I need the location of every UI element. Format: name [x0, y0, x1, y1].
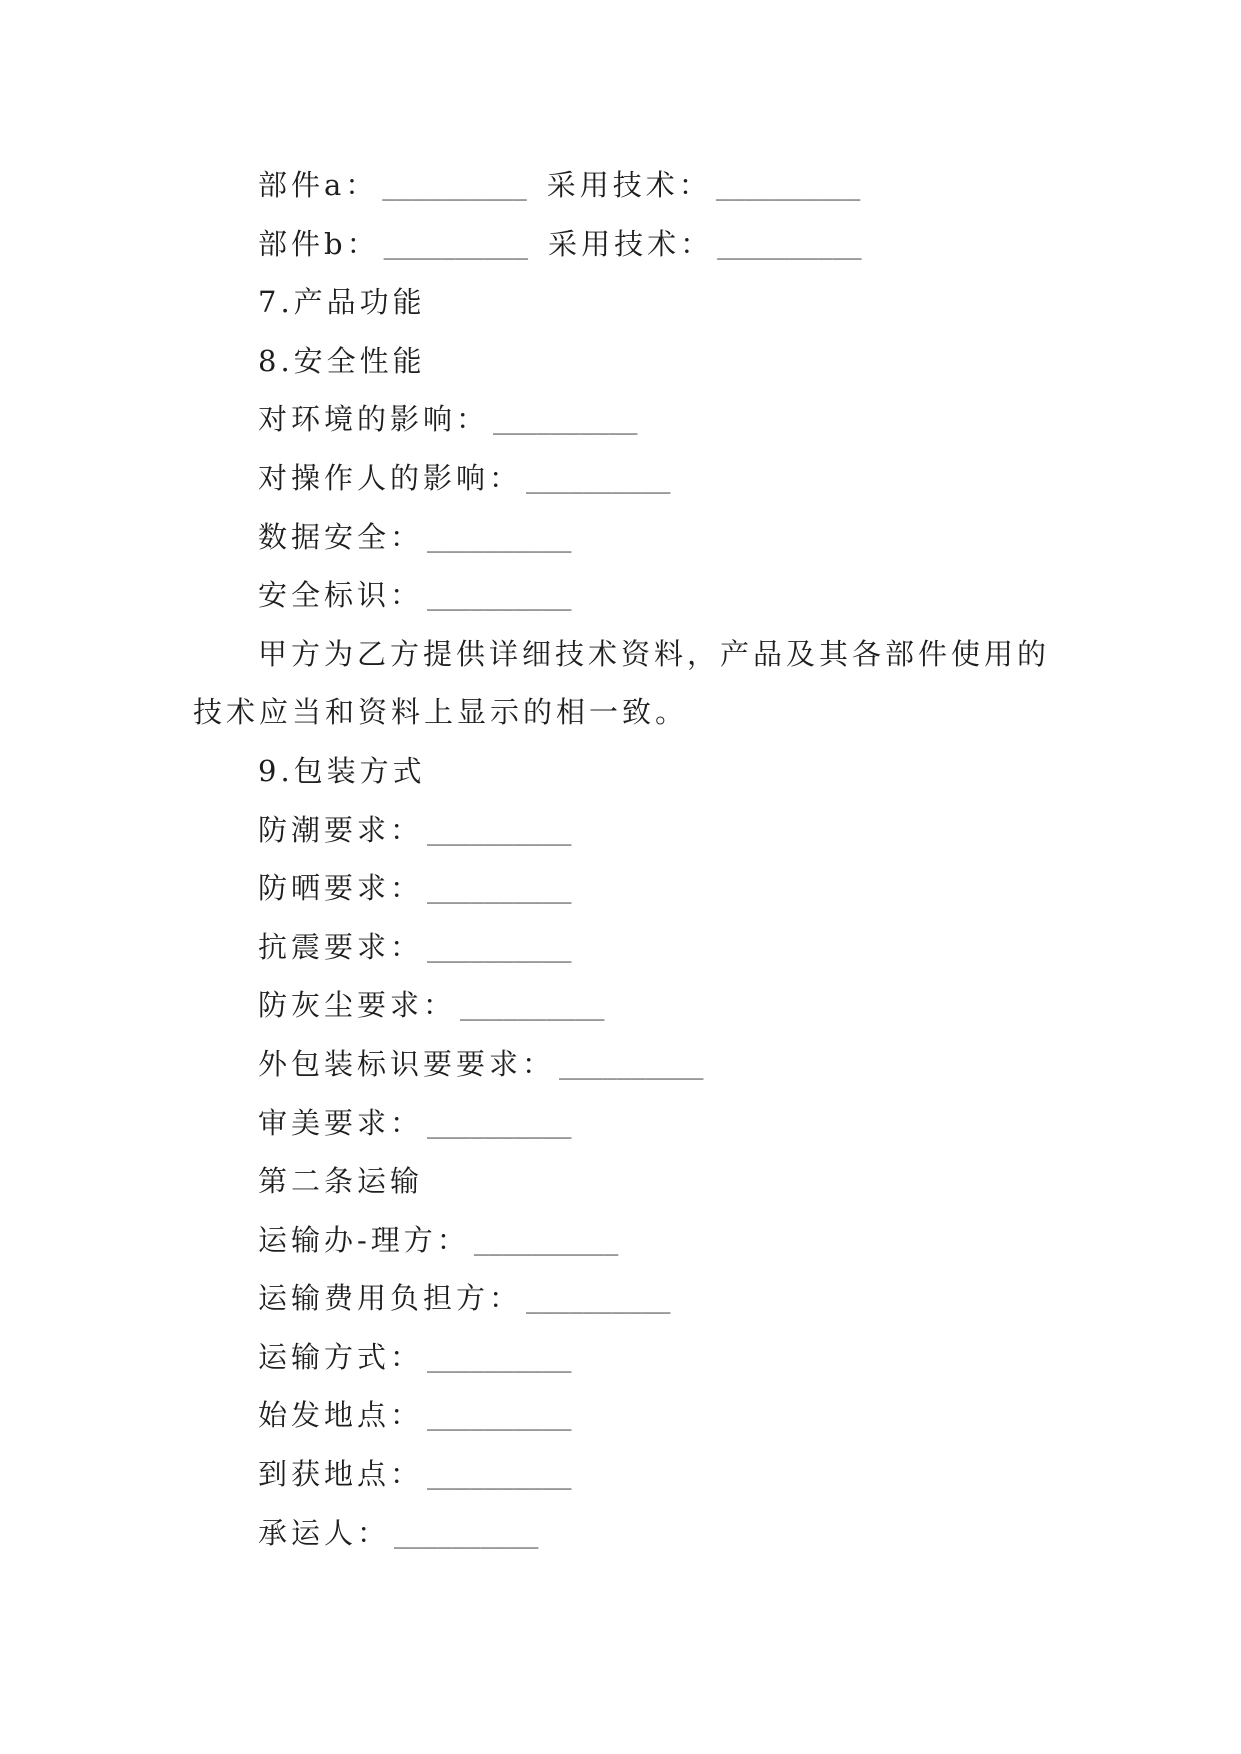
blank-field: __________	[473, 1227, 619, 1256]
blank-field: __________	[427, 817, 572, 846]
field-label: 审美要求：	[258, 1105, 424, 1140]
field-label: 到获地点：	[258, 1457, 424, 1492]
line-destination	[0, 1445, 1241, 1504]
document-body	[0, 156, 1241, 1562]
field-label: 防晒要求：	[258, 871, 424, 906]
component-b-blank: __________	[383, 231, 529, 260]
blank-field: __________	[493, 407, 638, 436]
blank-field: __________	[460, 993, 605, 1022]
blank-field: __________	[394, 1520, 539, 1549]
line-transport-method	[0, 1328, 1241, 1387]
component-b-tech-label: 采用技术：	[548, 226, 714, 261]
heading-packaging	[0, 742, 1241, 801]
component-a-label: 部件a：	[258, 168, 379, 202]
blank-field: __________	[526, 465, 671, 494]
field-label: 运输方式：	[258, 1339, 424, 1374]
section-heading: 8.安全性能	[258, 343, 426, 378]
component-a-tech-blank: __________	[715, 173, 861, 201]
line-component-b	[0, 215, 1241, 274]
paragraph-text: 技术应当和资料上显示的相一致。	[193, 695, 689, 730]
line-safety-marking	[0, 566, 1241, 625]
field-label: 运输办-理方：	[258, 1222, 470, 1257]
component-b-label: 部件b：	[258, 226, 380, 261]
line-transport-handler	[0, 1211, 1241, 1270]
heading-safety-performance	[0, 332, 1241, 391]
blank-field: __________	[427, 1462, 572, 1491]
line-moisture-requirement	[0, 801, 1241, 860]
line-dust-requirement	[0, 976, 1241, 1035]
line-environment-impact	[0, 390, 1241, 449]
line-component-a	[0, 156, 1241, 215]
section-heading: 7.产品功能	[258, 285, 426, 320]
blank-field: __________	[427, 583, 572, 612]
field-label: 承运人：	[258, 1515, 391, 1550]
field-label: 数据安全：	[258, 519, 424, 554]
blank-field: __________	[427, 524, 572, 553]
blank-field: __________	[427, 1110, 572, 1139]
field-label: 防灰尘要求：	[258, 988, 457, 1023]
line-shock-requirement	[0, 918, 1241, 977]
section-heading: 9.包装方式	[258, 753, 426, 788]
component-b-tech-blank: __________	[717, 231, 862, 260]
blank-field: __________	[427, 934, 572, 963]
line-carrier	[0, 1504, 1241, 1563]
field-label: 防潮要求：	[258, 812, 424, 847]
field-label: 对操作人的影响：	[258, 460, 523, 495]
blank-field: __________	[427, 1403, 572, 1432]
line-data-security	[0, 508, 1241, 567]
blank-field: __________	[526, 1286, 671, 1315]
paragraph-line-2	[0, 683, 1241, 742]
paragraph-text: 甲方为乙方提供详细技术资料，产品及其各部件使用的	[258, 636, 1051, 671]
line-aesthetic-requirement	[0, 1094, 1241, 1153]
field-label: 运输费用负担方：	[258, 1281, 523, 1316]
component-a-blank: __________	[382, 173, 527, 201]
component-a-tech-label: 采用技术：	[546, 168, 712, 202]
section-heading: 第二条运输	[258, 1164, 424, 1199]
field-label: 抗震要求：	[258, 929, 424, 964]
line-sun-requirement	[0, 859, 1241, 918]
heading-article-2-transport	[0, 1152, 1241, 1211]
heading-product-function	[0, 273, 1241, 332]
field-label: 始发地点：	[258, 1398, 424, 1433]
blank-field: __________	[559, 1051, 704, 1080]
line-outer-package-marking	[0, 1035, 1241, 1094]
line-transport-cost-bearer	[0, 1269, 1241, 1328]
blank-field: __________	[427, 1344, 572, 1373]
field-label: 安全标识：	[258, 578, 424, 613]
field-label: 对环境的影响：	[258, 402, 490, 437]
line-origin	[0, 1386, 1241, 1445]
line-operator-impact	[0, 449, 1241, 508]
paragraph-line-1	[0, 625, 1241, 684]
field-label: 外包装标识要要求：	[258, 1046, 556, 1081]
blank-field: __________	[427, 876, 572, 905]
